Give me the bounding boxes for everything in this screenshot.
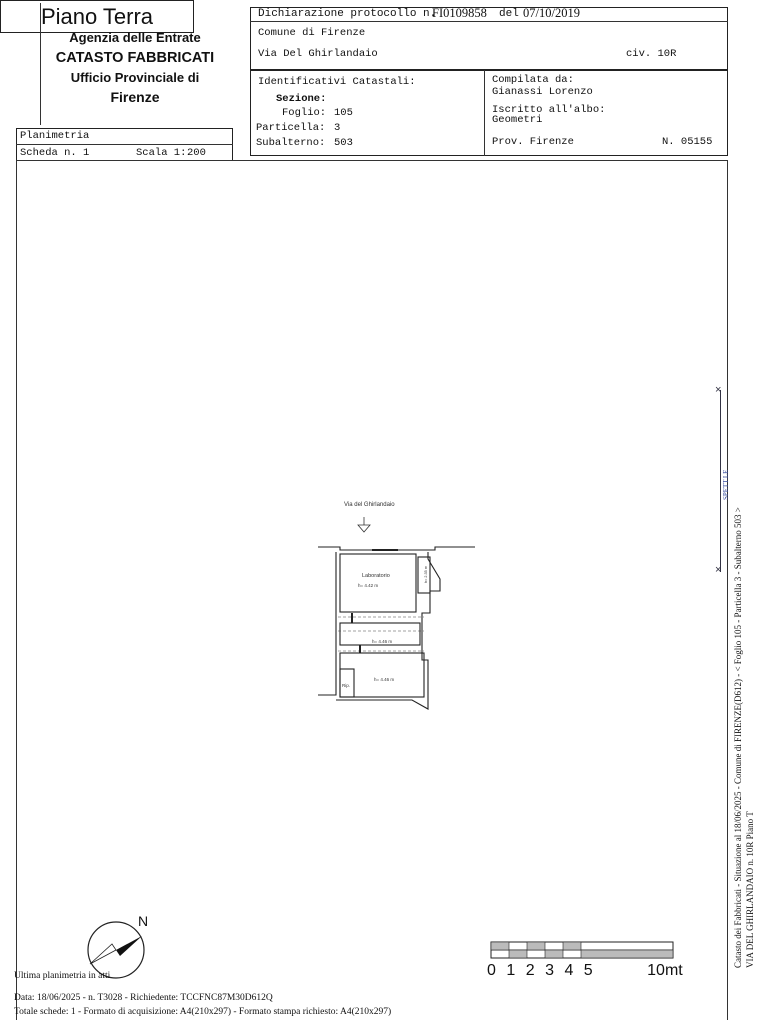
agency-name: Agenzia delle Entrate	[69, 30, 201, 45]
side-room-height: h= 2.35 m	[424, 566, 428, 583]
right-margin-rule	[720, 390, 721, 572]
entrance-arrow-icon	[358, 517, 370, 532]
foglio-value: 105	[334, 107, 353, 119]
scale-bar-labels	[487, 962, 683, 980]
footer-totals-line: Totale schede: 1 - Formato di acquisizione: A4(210x297) - Formato stampa richiesto: A4(210x297)	[14, 1007, 392, 1017]
subalterno-value: 503	[334, 137, 353, 149]
protocol-number: FI0109858	[432, 6, 487, 20]
particella-value: 3	[334, 122, 341, 134]
room1-name: Laboratorio	[362, 573, 390, 579]
street-address: Via Del Ghirlandaio	[258, 48, 378, 60]
albo-value: Geometri	[492, 114, 543, 126]
scale-tick-1: 1	[506, 962, 516, 979]
scale-tick-3: 3	[545, 962, 554, 979]
declaration-divider	[250, 21, 728, 22]
scale-tick-2: 2	[525, 962, 535, 979]
province: Prov. Firenze	[492, 136, 574, 148]
plan-scale-value: 200	[187, 147, 206, 159]
header-left-rule	[40, 3, 41, 125]
office-name: Ufficio Provinciale di	[70, 70, 200, 85]
plan-scale-label: Scala 1:	[136, 147, 187, 159]
scale-tick-5: 5	[583, 962, 593, 979]
plan-street-label: Via del Ghirlandaio	[344, 502, 395, 508]
scale-end-label: 10mt	[647, 962, 683, 979]
side-stamp: SPETT.LE	[722, 469, 730, 500]
municipality: Comune di Firenze	[258, 27, 366, 39]
margin-mark-bottom: ×	[715, 564, 722, 576]
identifiers-divider	[484, 70, 485, 156]
compiler-label: Compilata da:	[492, 74, 574, 86]
floor-title: Piano Terra	[0, 0, 194, 33]
foglio-label: Foglio:	[282, 107, 327, 119]
scale-tick-4: 4	[564, 962, 574, 979]
scale-bar	[488, 938, 678, 962]
footer-data-line: Data: 18/06/2025 - n. T3028 - Richiedente: TCCFNC87M30D612Q	[14, 993, 273, 1003]
compiler-name: Gianassi Lorenzo	[492, 86, 593, 98]
registration-number: N. 05155	[662, 136, 713, 148]
margin-mark-top: ×	[715, 384, 722, 396]
rip-label: Rip.	[342, 683, 351, 688]
subalterno-label: Subalterno:	[256, 137, 326, 149]
room2-height: h= 4.46 m	[372, 639, 393, 644]
sezione-label: Sezione:	[276, 93, 327, 105]
albo-label: Iscritto all'albo:	[492, 104, 606, 116]
particella-label: Particella:	[256, 122, 326, 134]
protocol-date: 07/10/2019	[523, 6, 580, 20]
plan-info-divider	[16, 144, 233, 145]
plan-title: Planimetria	[20, 130, 90, 142]
last-plan-note: Ultima planimetria in atti	[14, 971, 111, 981]
identifiers-title: Identificativi Catastali:	[258, 76, 416, 88]
protocol-label: Dichiarazione protocollo n.	[258, 8, 437, 20]
room1-height: h= 4.42 m	[358, 583, 379, 588]
protocol-date-label: del	[499, 8, 519, 20]
department-name: CATASTO FABBRICATI	[55, 50, 215, 66]
plan-scheda: Scheda n. 1	[20, 147, 90, 159]
side-note-line1: Catasto dei Fabbricati - Situazione al 18/06/2025 - Comune di FIRENZE(D612) - < Foglio 105 - Particella 3 - Subalterno 503 >	[733, 507, 743, 968]
office-city: Firenze	[110, 89, 160, 105]
compass-north-label: N	[138, 913, 149, 929]
floor-plan-drawing	[300, 495, 480, 710]
room3-height: h= 4.46 m	[374, 677, 395, 682]
scale-tick-0: 0	[487, 962, 496, 979]
side-note-line2: VIA DEL GHIRLANDAIO n. 10R Piano T	[745, 811, 755, 968]
civic-number: civ. 10R	[626, 48, 677, 60]
